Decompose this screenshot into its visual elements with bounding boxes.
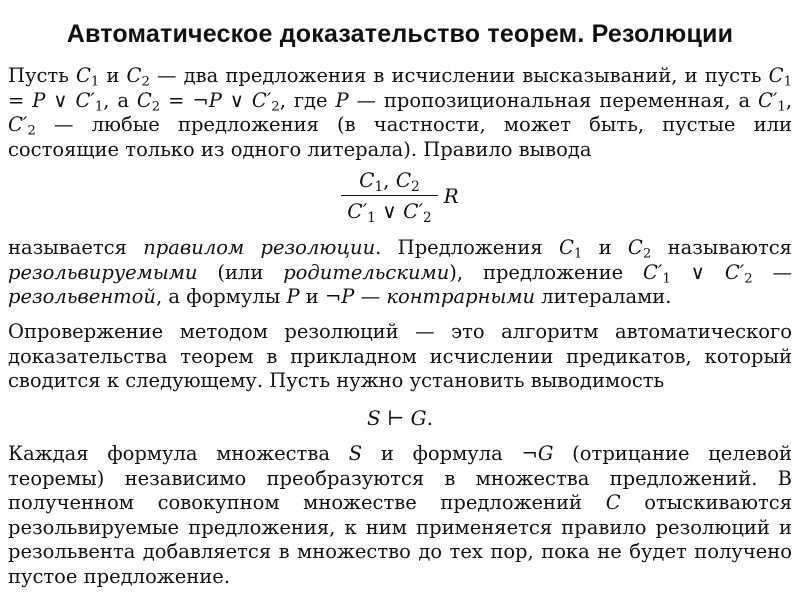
text: — пропозициональная переменная, а xyxy=(348,88,759,112)
text: , а формулы xyxy=(155,285,287,308)
paragraph-refutation: Опровержение методом резолюций — это алгоритм автоматического доказательства теорем в прикладном исчислении предикатов, который сводится к следующему. Пусть нужно установить выводимость xyxy=(8,320,792,392)
text: . xyxy=(426,406,433,430)
resolution-rule xyxy=(0,168,800,226)
math-c2-def: $C_2$ = ¬P ∨ $C'_2$ xyxy=(136,88,280,115)
term-resolution-rule: правилом резолюции xyxy=(143,236,376,259)
slide-title: Автоматическое доказательство теорем. Резолюции xyxy=(66,20,734,48)
math-c2: $C_2$ xyxy=(627,236,652,262)
text: , где xyxy=(279,88,336,112)
text: Каждая формула множества xyxy=(8,442,349,465)
text: — два предложения в исчислении высказываний, и пусть xyxy=(149,64,769,87)
text: и формула ¬ xyxy=(362,442,538,465)
turnstile-symbol: ⊢ xyxy=(380,406,411,430)
text: и ¬ xyxy=(299,285,342,308)
math-g: G xyxy=(537,442,554,465)
term-resolvable: резольвируемыми xyxy=(8,260,198,284)
text: называются xyxy=(651,236,792,259)
math-c1: $C_1$ xyxy=(558,236,583,262)
text: Пусть xyxy=(8,64,76,87)
math-c: C xyxy=(605,491,621,514)
math-s: S xyxy=(348,442,363,465)
term-parental: родительскими xyxy=(283,260,450,284)
math-c1: $C_1$ xyxy=(75,64,100,90)
math-p: P xyxy=(335,88,349,112)
paragraph-definition xyxy=(8,64,792,162)
text: ), предложение xyxy=(449,260,643,284)
math-c1-prime: $C'_1$ xyxy=(758,88,786,115)
math-s: S xyxy=(367,406,381,430)
math-g: G xyxy=(410,406,427,430)
text: , а xyxy=(103,88,137,112)
text: и xyxy=(582,236,628,259)
text: , xyxy=(785,88,793,112)
math-p: P xyxy=(341,285,355,308)
math-p: P xyxy=(286,285,300,308)
text: и xyxy=(99,64,127,87)
rule-fraction xyxy=(341,168,437,226)
text: (или xyxy=(197,260,284,284)
math-c2: $C_2$ xyxy=(126,64,150,90)
text: литералами. xyxy=(535,285,672,308)
text: — xyxy=(752,260,793,284)
paragraph-terms xyxy=(8,236,792,310)
text: . Предложения xyxy=(375,236,559,259)
derivability-formula xyxy=(0,406,800,430)
text: — xyxy=(354,285,387,308)
rule-label: R xyxy=(443,183,459,208)
paragraph-procedure xyxy=(8,442,792,589)
term-contrary: контрарными xyxy=(386,285,536,308)
rule-denominator: $C'_1$ ∨ $C'_2$ xyxy=(341,195,437,223)
math-c1-def: $C_1 = P$ ∨ $C'_1$ xyxy=(8,64,792,115)
term-resolvent: резольвентой xyxy=(8,285,156,308)
text: (отрицание целевой теоремы) независимо преобразуются в множества предложений. В полученном совокупном множестве предложений xyxy=(8,442,792,514)
text: называется xyxy=(8,236,144,259)
math-c2-prime: $C'_2$ xyxy=(8,113,36,139)
text: — любые предложения (в частности, может быть, пустые или состоящие только из одного литерала). Правило вывода xyxy=(8,113,792,161)
text: отыскиваются резольвируемые предложения, к ним применяется правило резолюций и резольвента добавляется в множество до тех пор, пока не будет получено пустое предложение. xyxy=(8,491,792,588)
math-resolvent: $C'_1$ ∨ $C'_2$ xyxy=(643,260,753,287)
rule-numerator: $C_1$, $C_2$ xyxy=(359,168,420,195)
